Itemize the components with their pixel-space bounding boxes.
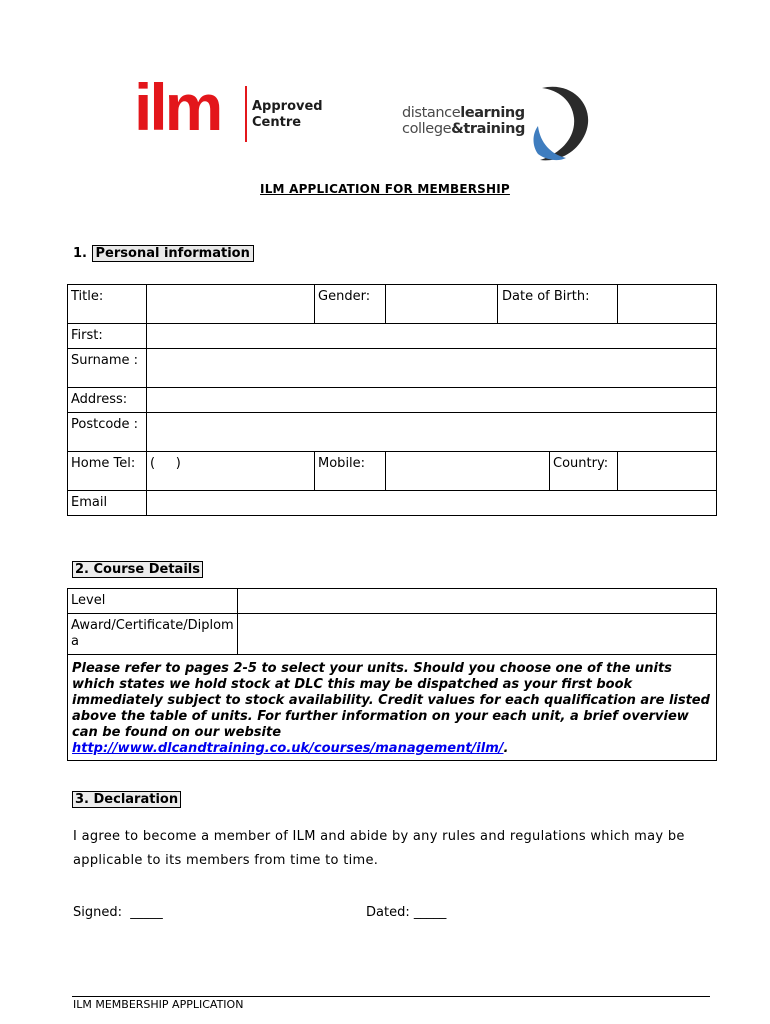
dlc-line2-bold: &training <box>451 121 526 137</box>
ilm-logo <box>132 70 344 146</box>
address-label: Address: <box>68 388 147 413</box>
footer-divider <box>72 996 710 997</box>
email-field[interactable] <box>147 491 717 516</box>
country-field[interactable] <box>618 452 717 491</box>
dob-field[interactable] <box>618 285 717 324</box>
home-tel-label: Home Tel: <box>68 452 147 491</box>
footer-text: ILM MEMBERSHIP APPLICATION <box>73 998 244 1011</box>
ilm-approved-line2: Centre <box>252 115 302 130</box>
dlc-line1-bold: learning <box>460 105 525 121</box>
section-number: 2. <box>75 562 89 577</box>
first-field[interactable] <box>147 324 717 349</box>
personal-info-table <box>67 284 717 516</box>
mobile-label: Mobile: <box>315 452 386 491</box>
section-label: Personal information <box>92 245 254 262</box>
level-label: Level <box>68 589 238 614</box>
ilm-logo-divider <box>245 86 247 142</box>
dob-label: Date of Birth: <box>498 285 618 324</box>
first-label: First: <box>68 324 147 349</box>
page-title: ILM APPLICATION FOR MEMBERSHIP <box>260 182 510 196</box>
section-number: 3. <box>75 792 89 807</box>
dlc-swoosh-icon <box>528 82 594 164</box>
course-note <box>68 655 717 761</box>
home-tel-field[interactable]: ( ) <box>147 452 315 491</box>
gender-label: Gender: <box>315 285 386 324</box>
section-course-heading <box>72 561 203 578</box>
course-note-end: . <box>503 741 509 756</box>
level-field[interactable] <box>238 589 717 614</box>
title-label: Title: <box>68 285 147 324</box>
ilm-approved-centre <box>252 99 323 131</box>
dated-field[interactable]: Dated: _____ <box>366 905 447 920</box>
title-field[interactable] <box>147 285 315 324</box>
section-label: Declaration <box>93 792 179 807</box>
course-website-link[interactable]: http://www.dlcandtraining.co.uk/courses/management/ilm/ <box>72 741 504 756</box>
dlc-line1-light: distance <box>402 105 461 121</box>
award-label: Award/Certificate/Diploma <box>68 614 238 655</box>
email-label: Email <box>68 491 147 516</box>
section-label: Course Details <box>93 562 200 577</box>
course-note-text: Please refer to pages 2-5 to select your units. Should you choose one of the units which states we hold stock at DLC this may be dispatched as your first book immediately subject to stock availability. Credit values for each qualification are listed above the table of units. For further information on your each unit, a brief overview can be found on our website <box>72 661 710 740</box>
surname-label: Surname : <box>68 349 147 388</box>
section-personal-heading <box>73 246 254 261</box>
dlc-logo-text <box>402 105 525 137</box>
postcode-label: Postcode : <box>68 413 147 452</box>
ilm-logo-letters: ilm <box>134 70 221 144</box>
address-field[interactable] <box>147 388 717 413</box>
course-details-table <box>67 588 717 761</box>
dlc-logo <box>400 82 600 164</box>
dlc-line2-light: college <box>402 121 452 137</box>
signed-field[interactable]: Signed: _____ <box>73 905 163 920</box>
country-label: Country: <box>550 452 618 491</box>
section-declaration-heading <box>72 791 181 808</box>
section-number: 1. <box>73 246 87 261</box>
declaration-text: I agree to become a member of ILM and abide by any rules and regulations which may be applicable to its members from time to time. <box>73 829 685 868</box>
surname-field[interactable] <box>147 349 717 388</box>
postcode-field[interactable] <box>147 413 717 452</box>
mobile-field[interactable] <box>386 452 550 491</box>
gender-field[interactable] <box>386 285 498 324</box>
ilm-approved-line1: Approved <box>252 99 323 114</box>
award-field[interactable] <box>238 614 717 655</box>
